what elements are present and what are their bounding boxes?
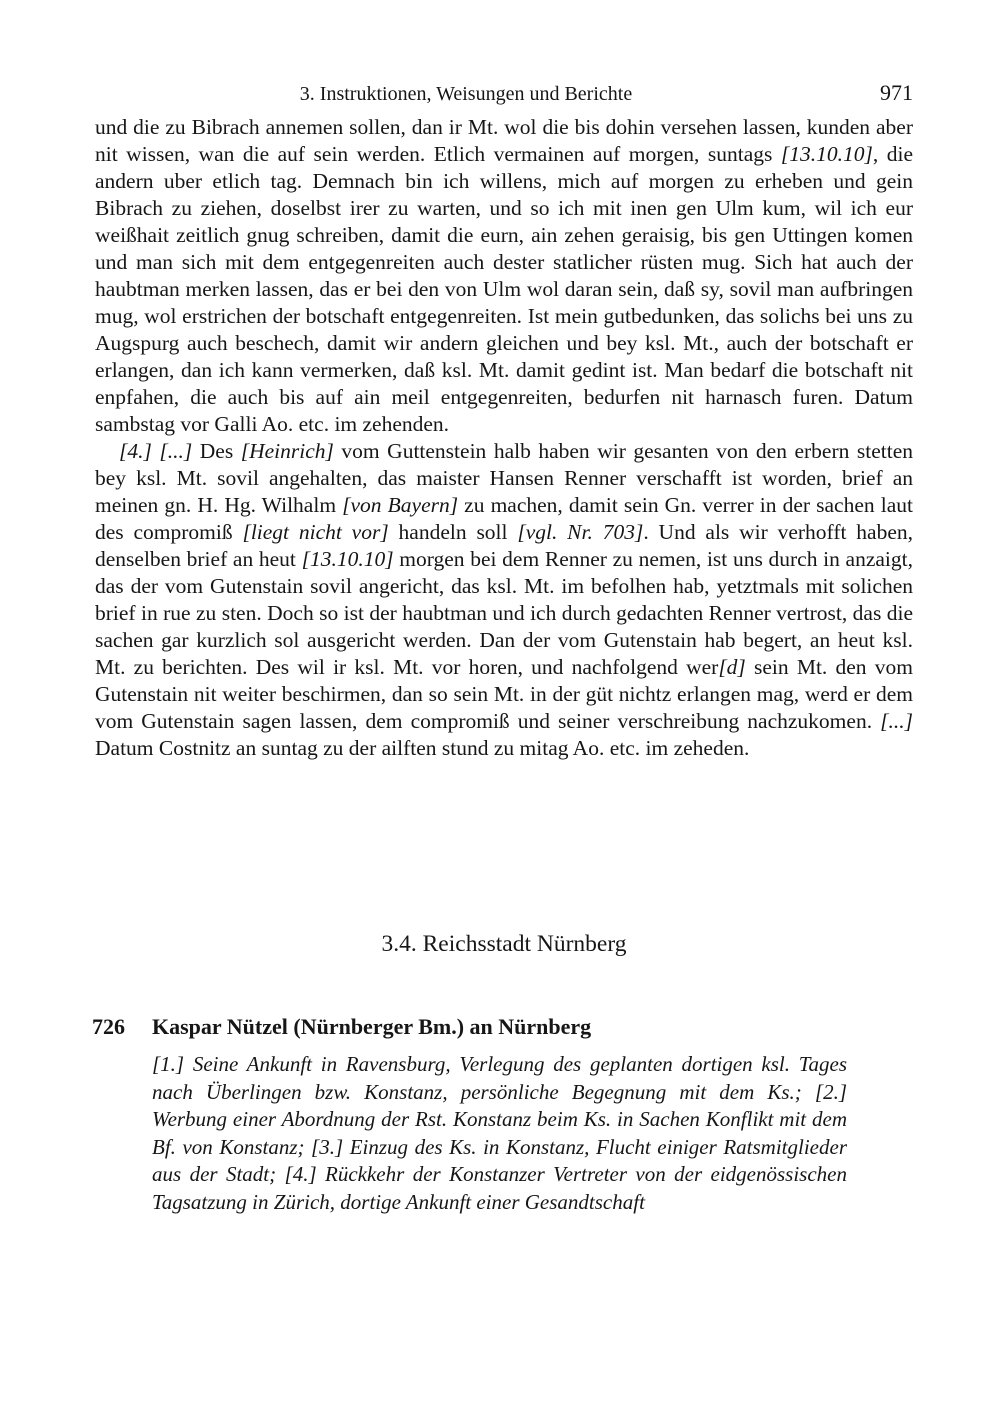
entry-title: Kaspar Nützel (Nürnberger Bm.) an Nürnberg xyxy=(152,1014,592,1039)
editorial-insertion: [liegt nicht vor] xyxy=(242,520,389,544)
body-text xyxy=(95,114,913,762)
text-run: sein Mt. den vom Gutenstain nit weiter beschirmen, dan so sein Mt. in der güt nichtz erlangen mag, werd er dem vom Gutenstain sagen lassen, dem compromiß und seiner verschreibung nachzukomen. xyxy=(95,655,913,733)
editorial-insertion: [Heinrich] xyxy=(240,439,334,463)
entry-number: 726 xyxy=(92,1014,125,1039)
editorial-insertion: [4.] [...] xyxy=(119,439,193,463)
editorial-insertion: [von Bayern] xyxy=(342,493,459,517)
entry-summary: [1.] Seine Ankunft in Ravensburg, Verlegung des geplanten dortigen ksl. Tages nach Überlingen bzw. Konstanz, persönliche Begegnung mit dem Ks.; [2.] Werbung einer Abordnung der Rst. Konstanz beim Ks. in Sachen Konflikt mit dem Bf. von Konstanz; [3.] Einzug des Ks. in Konstanz, Flucht einiger Ratsmitglieder aus der Stadt; [4.] Rückkehr der Konstanzer Vertreter von der eidgenössischen Tagsatzung in Zürich, dortige Ankunft einer Gesandtschaft xyxy=(152,1052,847,1214)
text-run: Datum Costnitz an suntag zu der ailften stund zu mitag Ao. etc. im zeheden. xyxy=(95,736,750,760)
text-run: , die andern uber etlich tag. Demnach bin ich willens, mich auf morgen zu erheben und gein Bibrach zu ziehen, doselbst irer zu warten, und so ich mit inen gen Ulm kum, wil ich eur weißhait zeitlich gnug schreiben, damit die eurn, ain zehen geraisig, bis gen Uttingen komen und man sich mit dem entgegenreiten auch dester statlicher rüsten mug. Sich hat auch der haubtman merken lassen, das er bei den von Ulm wol daran sein, daß sy, sovil man aufbringen mug, wol erstrichen der botschaft entgegenreiten. Ist mein gutbedunken, das solichs bei uns zu Augspurg auch beschech, damit wir andern gleichen und bey ksl. Mt., auch der botschaft er erlangen, dan ich kann vermerken, daß ksl. Mt. damit gedint ist. Man bedarf die botschaft nit enpfahen, die auch bis auf ain meil entgegenreiten, bedurfen nit harnasch furen. Datum sambstag vor Galli Ao. etc. im zehenden. xyxy=(95,142,913,436)
section-heading: 3.4. Reichsstadt Nürnberg xyxy=(381,931,627,957)
text-run: und die zu Bibrach annemen sollen, dan ir Mt. wol die bis dohin versehen lassen, kunden aber nit wissen, wan die auf sein werden. Etlich vermainen auf morgen, suntags xyxy=(95,115,913,166)
text-run: morgen bei dem Renner zu nemen, ist uns durch in anzaigt, das der vom Gutenstain sovil angericht, das ksl. Mt. im befolhen hab, yetztmals mit solichen brief in rue zu sten. Doch so ist der haubtman und ich durch gedachten Renner vertrost, das die sachen gar kurzlich sol ausgericht werden. Dan der vom Gutenstain hab begert, an heut ksl. Mt. zu berichten. Des wil ir ksl. Mt. vor horen, und nachfolgend wer xyxy=(95,547,913,679)
text-run: vom Guttenstein halb haben wir gesanten von den erbern stetten bey ksl. Mt. sovil angehalten, das maister Hansen Renner verschafft ist worden, brief an meinen gn. H. Hg. Wilhalm xyxy=(95,439,914,517)
text-run: . Und als wir verhofft haben, denselben brief an heut xyxy=(95,520,914,571)
running-header-title: 3. Instruktionen, Weisungen und Berichte xyxy=(299,83,633,105)
text-run: zu machen, damit sein Gn. verrer in der sachen laut des compromiß xyxy=(95,493,913,544)
paragraph xyxy=(95,438,913,762)
entry-heading xyxy=(92,1013,913,1041)
text-run: handeln soll xyxy=(388,520,518,544)
page-number: 971 xyxy=(880,80,913,105)
editorial-insertion: [13.10.10] xyxy=(301,547,394,571)
editorial-insertion: [d] xyxy=(718,655,746,679)
running-header xyxy=(95,82,913,110)
text-run: Des xyxy=(192,439,241,463)
editorial-insertion: [13.10.10] xyxy=(780,142,873,166)
editorial-insertion: [vgl. Nr. 703] xyxy=(517,520,644,544)
editorial-insertion: [...] xyxy=(880,709,913,733)
paragraph xyxy=(95,114,913,438)
